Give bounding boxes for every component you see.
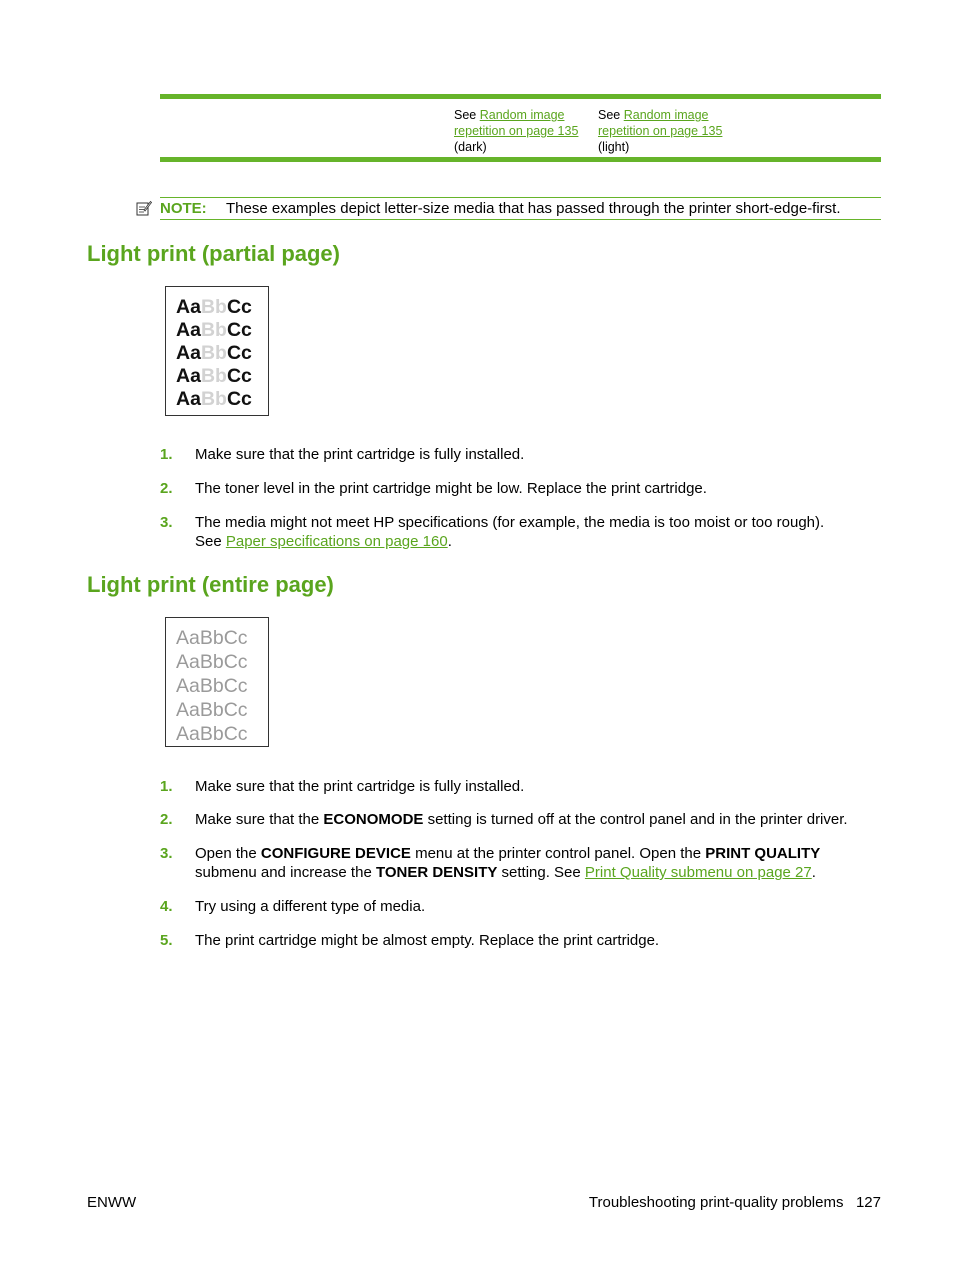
note-box xyxy=(160,197,881,220)
footer-right: Troubleshooting print-quality problems 127 xyxy=(588,1194,881,1211)
random-image-repetition-link-light[interactable]: Random image repetition on page 135 xyxy=(598,108,723,138)
sample-line: AaBbCc xyxy=(176,651,248,673)
sample-image-partial xyxy=(165,286,269,416)
heading-light-print-entire: Light print (entire page) xyxy=(87,572,334,597)
page-number: 127 xyxy=(855,1194,881,1211)
print-quality-submenu-link[interactable]: Print Quality submenu on page 27 xyxy=(584,864,812,881)
note-text: These examples depict letter-size media that has passed through the printer short-edge-first. xyxy=(226,200,841,217)
sample-line: AaBbCc xyxy=(176,296,252,318)
table-cell-dark: See Random image repetition on page 135 (dark) xyxy=(454,108,579,154)
sample-line: AaBbCc xyxy=(176,342,252,364)
heading-light-print-partial: Light print (partial page) xyxy=(87,241,340,266)
sample-line: AaBbCc xyxy=(176,388,252,410)
sample-line: AaBbCc xyxy=(176,675,248,697)
note-pencil-icon xyxy=(136,200,152,216)
sample-line: AaBbCc xyxy=(176,319,252,341)
paper-specifications-link[interactable]: Paper specifications on page 160 xyxy=(225,533,448,550)
random-image-repetition-link-dark[interactable]: Random image repetition on page 135 xyxy=(454,108,579,138)
footer-left: ENWW xyxy=(87,1194,137,1211)
sample-line: AaBbCc xyxy=(176,627,248,649)
sample-line: AaBbCc xyxy=(176,699,248,721)
sample-image-entire xyxy=(165,617,269,747)
sample-line: AaBbCc xyxy=(176,365,252,387)
note-label: NOTE: xyxy=(160,200,207,217)
top-table xyxy=(160,94,881,162)
table-cell-light: See Random image repetition on page 135 (light) xyxy=(598,108,723,154)
sample-line: AaBbCc xyxy=(176,723,248,745)
